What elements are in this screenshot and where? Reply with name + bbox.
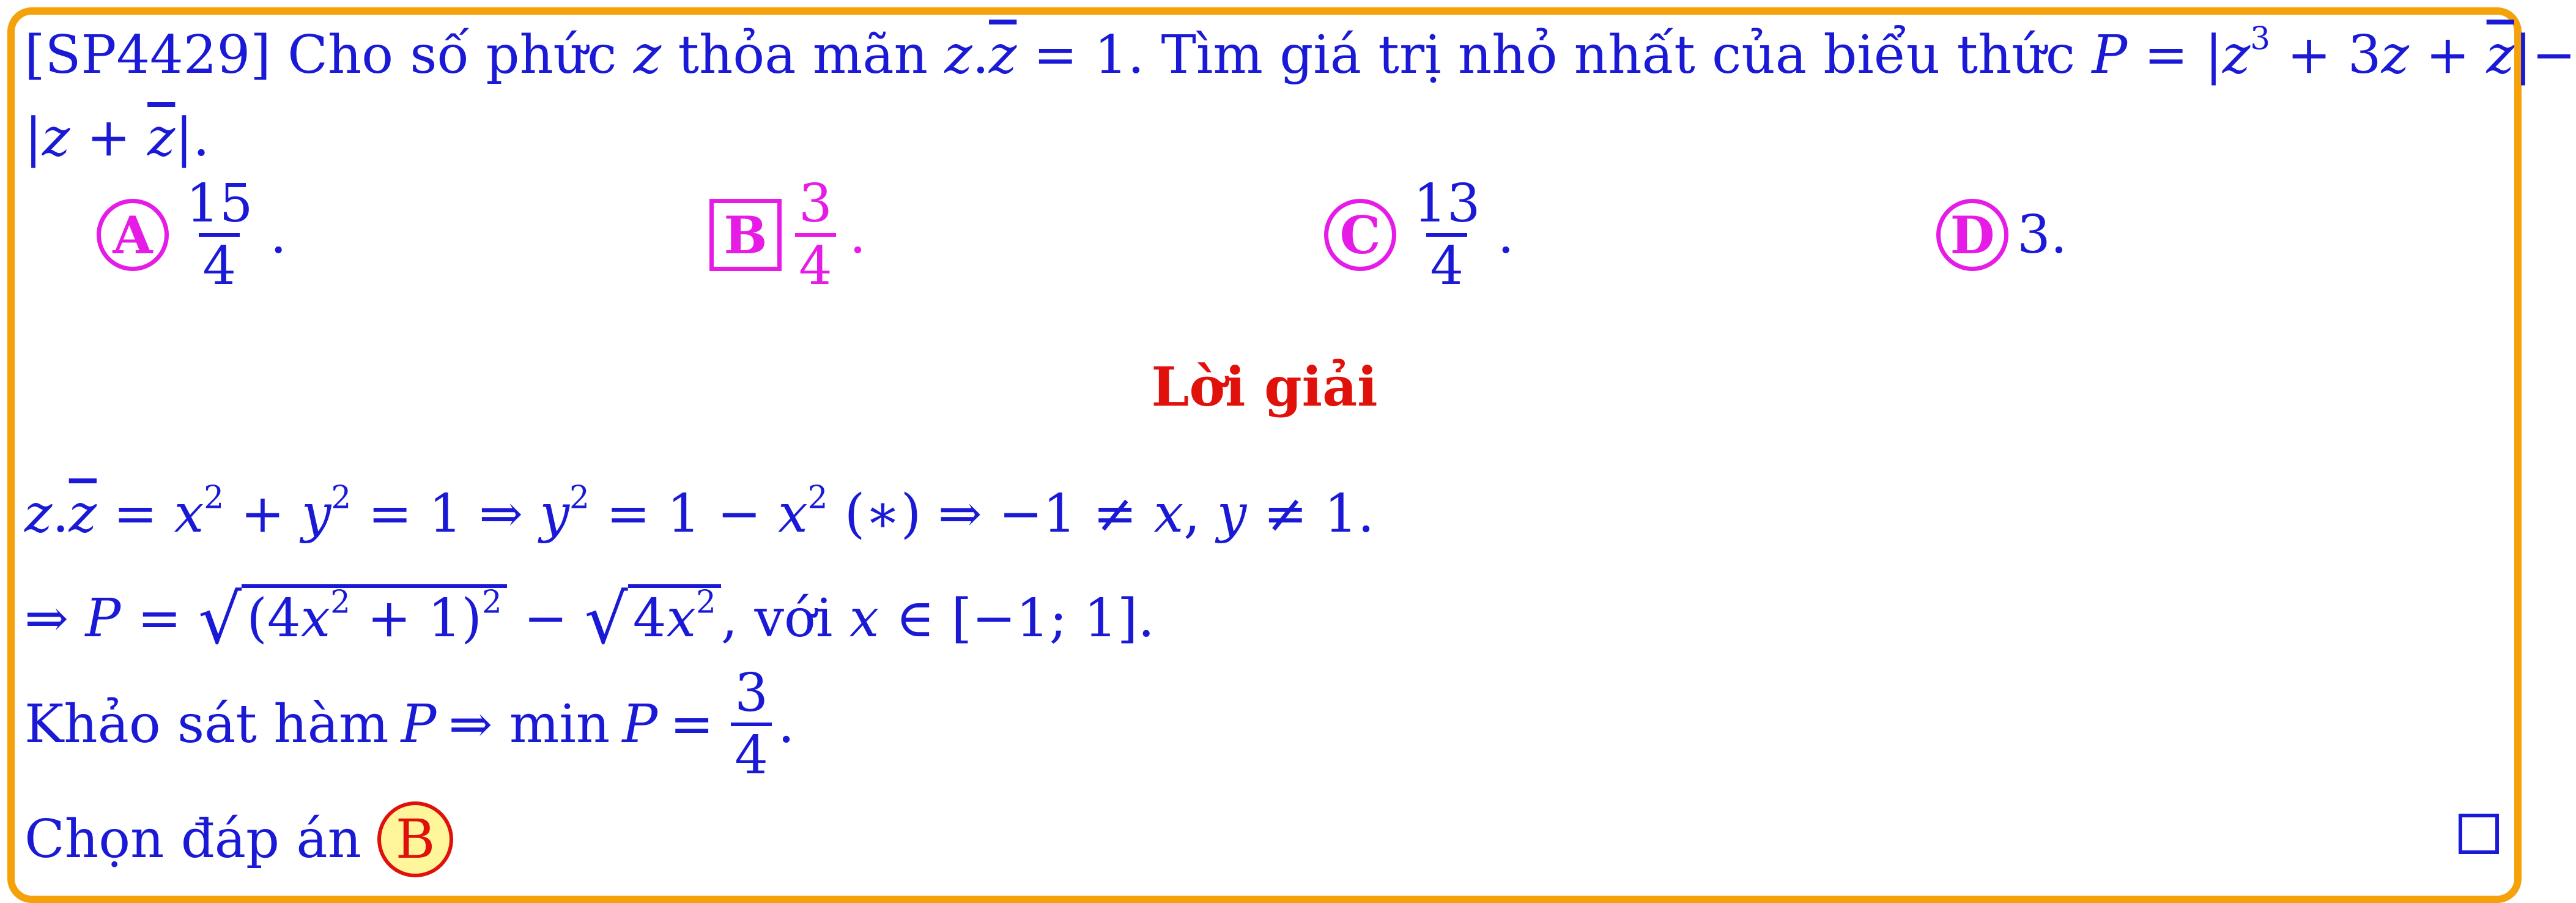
math-var: z <box>42 107 70 168</box>
math-op: , <box>1183 483 1201 544</box>
math-op: |− <box>2514 24 2576 86</box>
solution-line-4 <box>24 801 453 877</box>
math-op: |. <box>175 107 210 168</box>
solution-line-1 <box>24 479 1375 544</box>
question-line-1 <box>24 20 2576 86</box>
math-var: P <box>401 694 437 755</box>
math-op: + 1) <box>367 588 482 649</box>
math-var: y <box>539 483 570 544</box>
fraction-denominator: 4 <box>731 723 772 785</box>
solution-fraction <box>731 664 772 785</box>
math-op: ∈ [−1; 1]. <box>895 588 1155 649</box>
fraction-numerator: 3 <box>799 173 832 234</box>
fraction-denominator: 4 <box>795 233 836 295</box>
math-op: + <box>240 483 285 544</box>
math-op: 4 <box>632 588 667 649</box>
math-op: . <box>972 24 990 86</box>
math-op: . <box>777 694 795 755</box>
math-op: = <box>137 588 182 649</box>
math-var: x <box>300 588 331 649</box>
math-op: = 1 ⇒ <box>368 483 524 544</box>
option-c[interactable] <box>1324 174 1514 295</box>
math-var: x <box>849 588 879 649</box>
option-b-fraction <box>795 174 836 295</box>
math-var-conj: $\overline{z}$ <box>147 107 176 168</box>
math-exponent: 3 <box>2250 20 2271 58</box>
math-exponent: 2 <box>569 479 590 516</box>
math-op: = | <box>2144 24 2223 86</box>
option-c-fraction <box>1410 174 1484 295</box>
solution-text: Chọn đáp án <box>24 809 362 870</box>
solution-line-2 <box>24 580 1155 660</box>
option-d[interactable] <box>1936 199 2067 271</box>
math-op: (∗) ⇒ −1 ≠ <box>844 483 1138 544</box>
math-op: . <box>52 483 69 544</box>
option-b[interactable] <box>709 174 866 295</box>
math-var: x <box>666 588 696 649</box>
math-op: = 1 − <box>606 483 761 544</box>
question-text: Tìm giá trị nhỏ nhất của biểu thức <box>1161 24 2076 86</box>
sqrt-icon: √ <box>198 580 242 660</box>
math-op: ≠ 1. <box>1263 483 1375 544</box>
math-op: ⇒ min <box>448 694 610 755</box>
math-exponent: 2 <box>807 479 828 516</box>
option-dot: . <box>849 204 867 266</box>
math-var: y <box>301 483 331 544</box>
sqrt-radicand <box>242 584 506 649</box>
math-exponent: 2 <box>481 584 502 621</box>
solution-title: Lời giải <box>1151 355 1378 418</box>
math-exponent: 2 <box>204 479 224 516</box>
solution-line-3 <box>24 664 794 785</box>
math-var: x <box>778 483 808 544</box>
math-var: z <box>24 483 53 544</box>
fraction-denominator: 4 <box>1426 233 1467 295</box>
math-var: P <box>622 694 658 755</box>
math-op: = <box>113 483 158 544</box>
solution-text: Khảo sát hàm <box>24 694 389 755</box>
qed-square-icon <box>2459 814 2499 854</box>
option-d-marker: D <box>1936 199 2008 271</box>
fraction-numerator: 13 <box>1413 173 1481 234</box>
sqrt-icon: √ <box>584 580 628 660</box>
math-exponent: 2 <box>695 584 716 621</box>
math-var: x <box>1153 483 1184 544</box>
option-a-marker: A <box>97 199 169 271</box>
option-a-fraction <box>182 174 256 295</box>
option-dot: . <box>270 204 287 266</box>
option-d-value: 3. <box>2017 204 2068 266</box>
sqrt-radicand <box>628 584 721 649</box>
fraction-numerator: 3 <box>735 663 768 724</box>
option-b-marker-correct: B <box>709 199 782 271</box>
math-var: z <box>2381 24 2409 86</box>
solution-text: , với <box>720 588 833 649</box>
math-op: + <box>86 107 131 168</box>
math-op: − <box>524 588 568 649</box>
math-op: ⇒ <box>24 588 69 649</box>
question-id: [SP4429] <box>24 24 271 86</box>
math-var: y <box>1216 483 1247 544</box>
question-text: Cho số phức <box>287 24 617 86</box>
answer-badge: B <box>377 801 453 877</box>
option-dot: . <box>1497 204 1514 266</box>
option-c-marker: C <box>1324 199 1396 271</box>
math-var-conj: $\overline{z}$ <box>68 483 97 544</box>
math-op: + <box>2426 24 2470 86</box>
math-var: z <box>2222 24 2251 86</box>
math-var: P <box>2092 24 2128 86</box>
math-op: = 1. <box>1033 24 1145 86</box>
math-exponent: 2 <box>331 479 352 516</box>
math-var-conj: $\overline{z}$ <box>2486 24 2514 86</box>
question-line-2 <box>24 107 210 168</box>
math-var: P <box>85 588 121 649</box>
math-var: z <box>944 24 972 86</box>
math-op: = <box>670 694 714 755</box>
fraction-denominator: 4 <box>199 233 240 295</box>
math-var: x <box>174 483 204 544</box>
option-a[interactable] <box>97 174 287 295</box>
math-var: z <box>633 24 662 86</box>
math-op: | <box>24 107 42 168</box>
math-var-conj: $\overline{z}$ <box>989 24 1017 86</box>
fraction-numerator: 15 <box>186 173 253 234</box>
math-exponent: 2 <box>330 584 350 621</box>
question-text: thỏa mãn <box>678 24 928 86</box>
math-op: + 3 <box>2287 24 2382 86</box>
math-op: (4 <box>246 588 301 649</box>
